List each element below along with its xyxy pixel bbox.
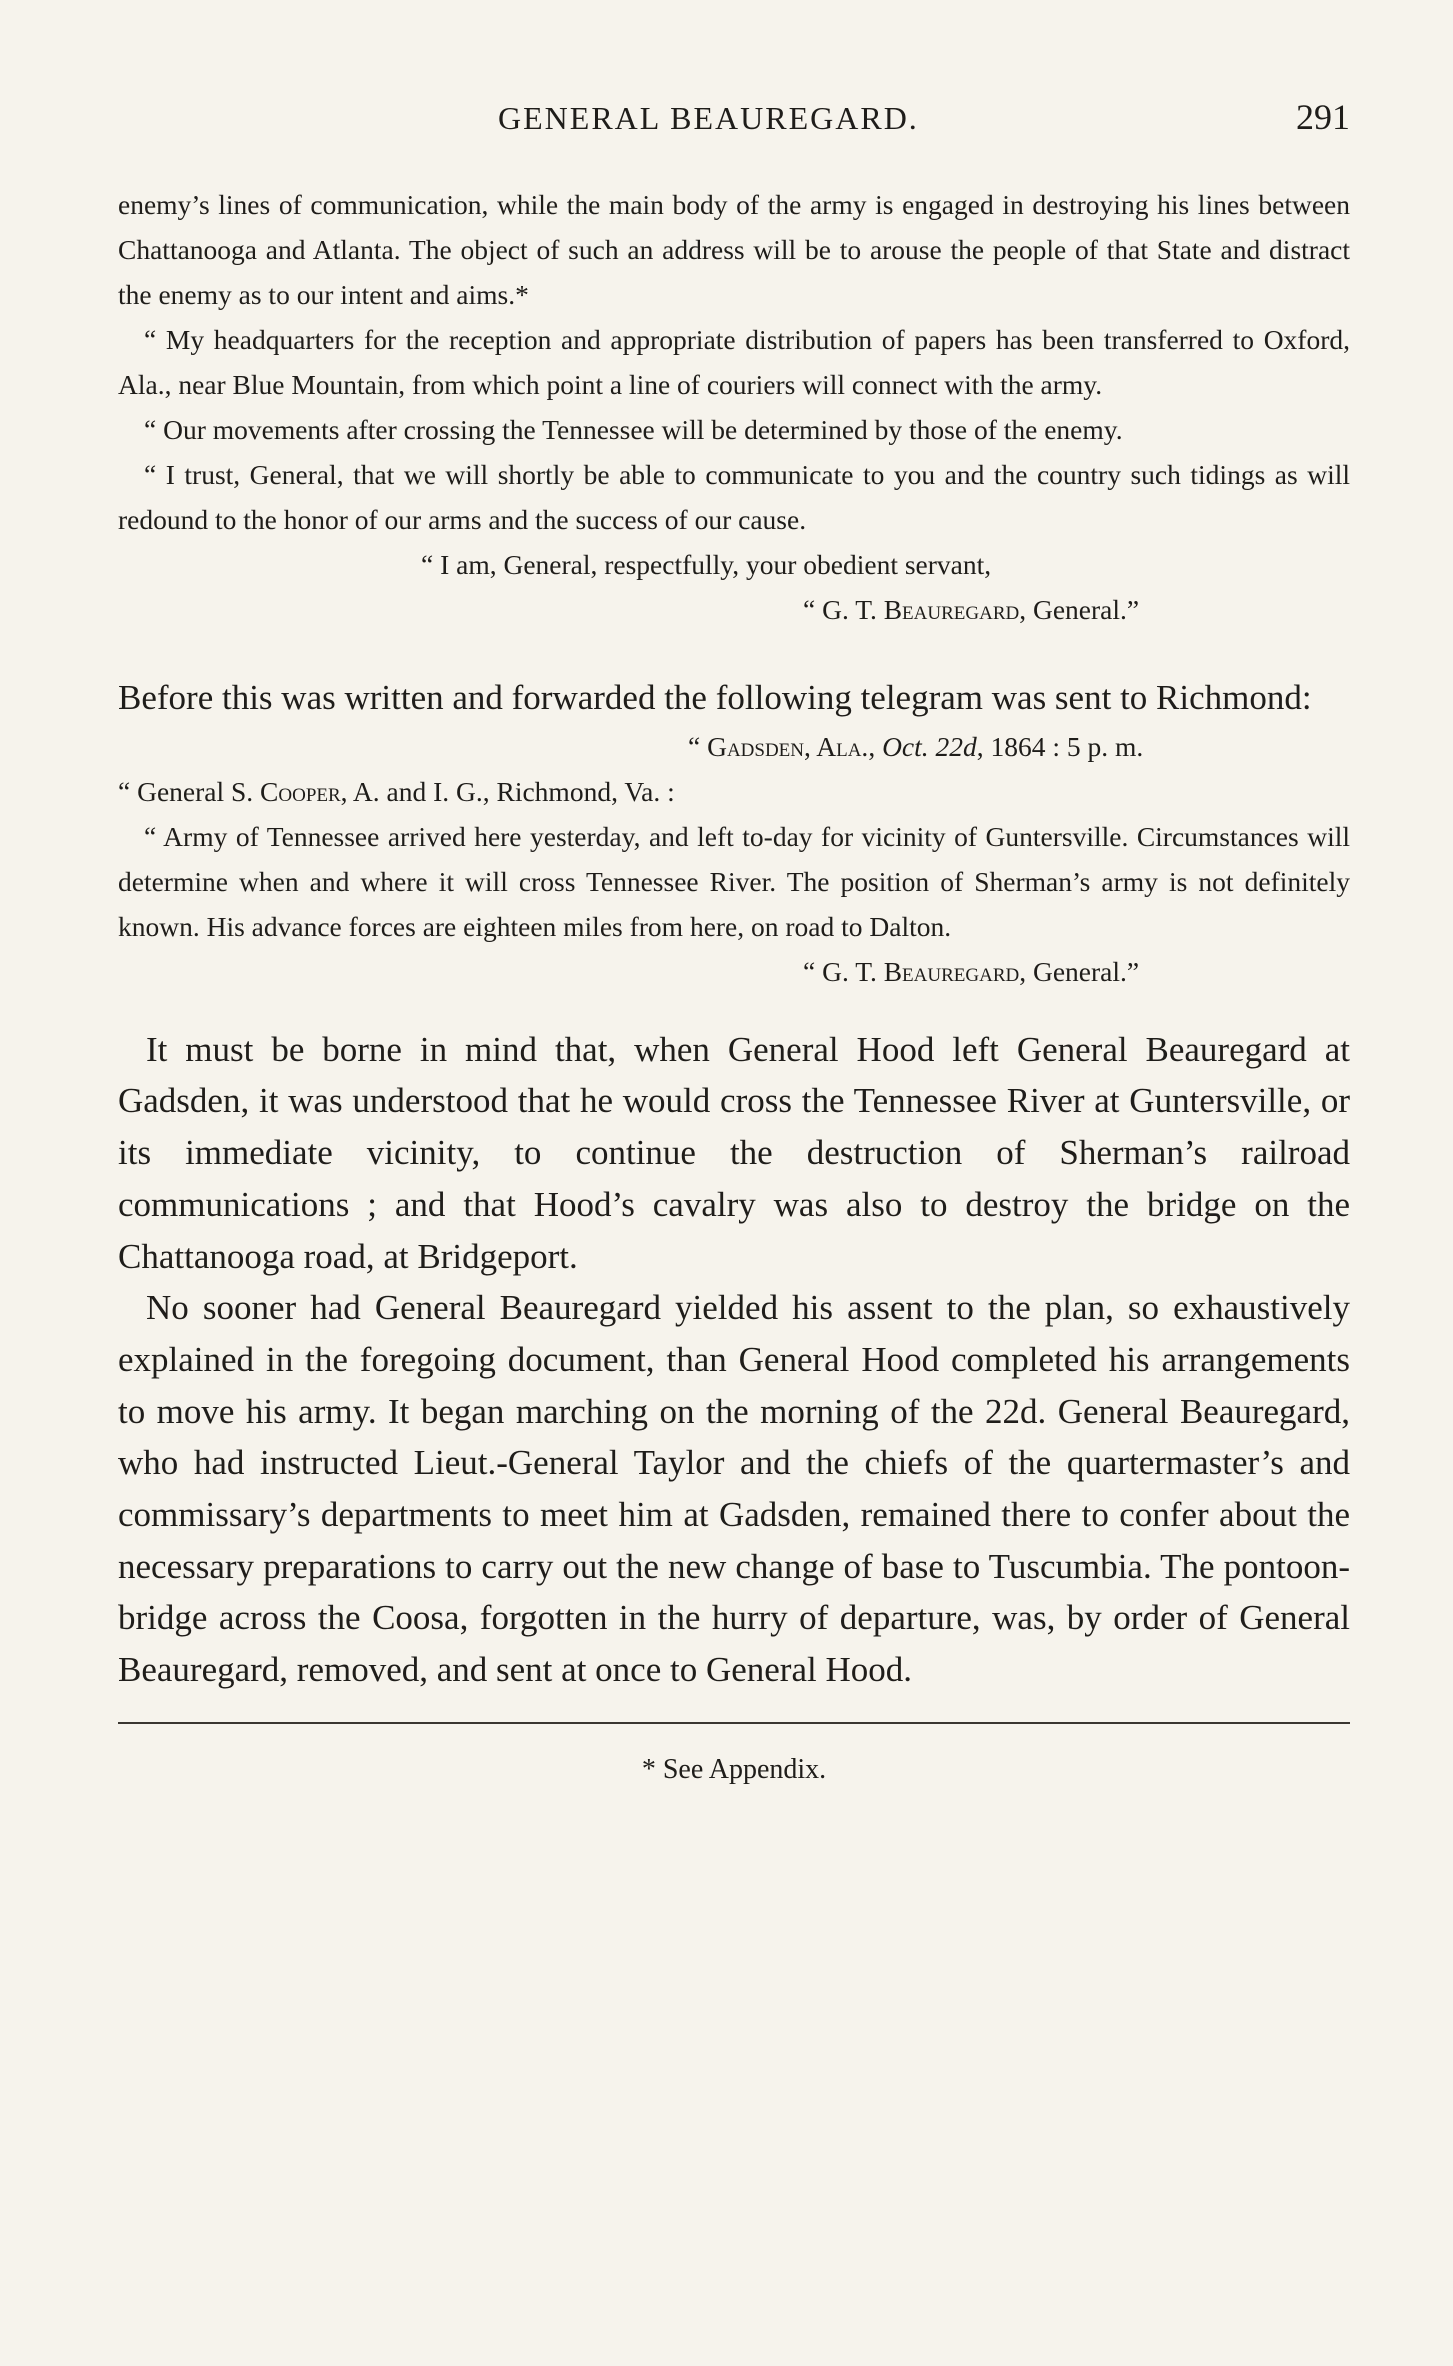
- dateline-quote: “: [688, 730, 708, 762]
- dateline-sep: ,: [868, 730, 883, 762]
- dateline-place: Gadsden, Ala.: [707, 730, 869, 762]
- address-prefix: “ General S.: [118, 775, 261, 807]
- telegram-signature: [118, 949, 1350, 994]
- signature-name: Beauregard: [883, 955, 1020, 987]
- telegram-body: “ Army of Tennessee arrived here yesterday, and left to-day for vicinity of Guntersville. Circumstances will determine when and where it will cross Tennessee River. The position of Sherman’s army is not definitely known. His advance forces are eighteen miles from here, on road to Dalton.: [118, 820, 1350, 942]
- letter-closing: “ I am, General, respectfully, your obedient servant,: [421, 549, 992, 580]
- letter-signature: [118, 587, 1350, 632]
- signature-suffix: , General.”: [1019, 594, 1140, 625]
- page-number: 291: [1296, 97, 1350, 137]
- telegram-dateline: [118, 724, 1350, 769]
- running-title: GENERAL BEAUREGARD.: [498, 100, 919, 136]
- dateline-date: Oct. 22d: [882, 730, 977, 762]
- address-name: Cooper: [260, 775, 341, 807]
- dateline-rest: , 1864 : 5 p. m.: [976, 730, 1144, 762]
- running-head: [118, 96, 1350, 138]
- footnote-divider: [118, 1722, 1350, 1724]
- letter-paragraph-4: “ I trust, General, that we will shortly be able to communicate to you and the country such tidings as will redound to the honor of our arms and the success of our cause.: [118, 459, 1350, 535]
- signature-prefix: “ G. T.: [803, 955, 884, 987]
- letter-paragraph-1: enemy’s lines of communication, while the main body of the army is engaged in destroying his lines between Chattanooga and Atlanta. The object of such an address will be to arouse the people of that State and distract the enemy as to our intent and aims.*: [118, 189, 1350, 310]
- letter-paragraph-2: “ My headquarters for the reception and appropriate distribution of papers has been transferred to Oxford, Ala., near Blue Mountain, from which point a line of couriers will connect with the army.: [118, 324, 1350, 400]
- signature-name: Beauregard: [883, 594, 1020, 625]
- address-suffix: , A. and I. G., Richmond, Va. :: [340, 775, 675, 807]
- telegram-address: [118, 769, 1350, 814]
- footnote: * See Appendix.: [641, 1753, 827, 1785]
- signature-prefix: “ G. T.: [803, 594, 884, 625]
- body-paragraph-1: It must be borne in mind that, when General Hood left General Beauregard at Gadsden, it was understood that he would cross the Tennessee River at Guntersville, or its immediate vicinity, to continue the destruction of Sherman’s railroad communications ; and that Hood’s cavalry was also to destroy the bridge on the Chattanooga road, at Bridgeport.: [118, 1029, 1350, 1276]
- body-paragraph-2: No sooner had General Beauregard yielded his assent to the plan, so exhaustively explained in the foregoing document, than General Hood completed his arrangements to move his army. It began marching on the morning of the 22d. General Beauregard, who had instructed Lieut.-General Taylor and the chiefs of the quartermaster’s and commissary’s departments to meet him at Gadsden, remained there to confer about the necessary preparations to carry out the new change of base to Tuscumbia. The pontoon-bridge across the Coosa, forgotten in the hurry of departure, was, by order of General Beauregard, removed, and sent at once to General Hood.: [118, 1288, 1350, 1690]
- signature-suffix: , General.”: [1019, 955, 1140, 987]
- letter-paragraph-3: “ Our movements after crossing the Tennessee will be determined by those of the enemy.: [144, 414, 1123, 445]
- telegram-intro: Before this was written and forwarded the following telegram was sent to Richmond:: [118, 678, 1312, 717]
